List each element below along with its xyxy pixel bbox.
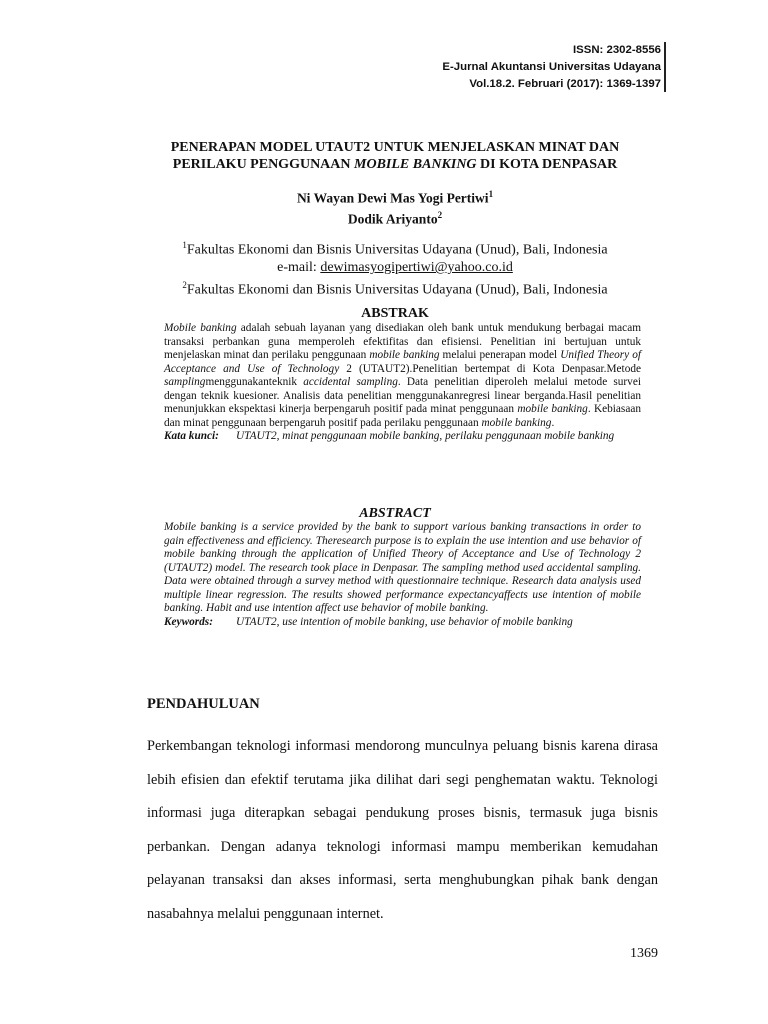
abstrak-run: . [551,416,555,429]
email-line: e-mail: dewimasyogipertiwi@yahoo.co.id [277,260,513,276]
author-list [130,186,660,227]
affiliations [130,237,660,299]
abstrak-run: Mobile banking [164,322,237,334]
abstract-text: Mobile banking is a service provided by the bank to support various banking transactions in order to gain effectiveness and efficiency. Theresearch purpose is to explain the use intention and use behavior of mobile banking through the application of Unified Theory of Acceptance and Use of Technology 2 (UTAUT2) model. The research took place in Denpasar. The sampling method used accidental sampling. Data were obtained through a survey method with questionnaire technique. Research data analysis used multiple linear regression. The results showed performance expectancyaffects use intention of mobile banking. Habit and use intention affect use behavior of mobile banking. [164,521,641,614]
title-line-2-italic: MOBILE BANKING [354,157,477,172]
abstrak-run: Unified Theory of Acceptance and Use of Technology [164,349,642,375]
header-divider [664,42,666,92]
intro-body [147,730,658,931]
title-line-2a: PERILAKU PENGGUNAAN [172,157,355,172]
affiliation-2: $^2$Fakultas Ekonomi dan Bisnis Universitas Udayana (Unud), Bali, Indonesia [182,279,608,298]
issn: ISSN: 2302-8556 [572,44,661,56]
keywords-text: UTAUT2, use intention of mobile banking, use behavior of mobile banking [236,615,573,628]
abstrak-run: menggunakanteknik [205,376,304,388]
journal-header [442,42,661,93]
abstrak-run: accidental sampling [303,376,398,388]
abstrak-run: adalah sebuah layanan yang disediakan oleh bank untuk mendukung berbagai macam transaksi perbankan guna memperoleh efektifitas dan efisiensi. Penelitian ini bertujuan untuk menjelaskan minat dan perilaku penggunaan [164,322,642,361]
affiliation-1: $^1$Fakultas Ekonomi dan Bisnis Universitas Udayana (Unud), Bali, Indonesia [182,240,608,258]
abstrak-run: . Data penelitian diperoleh melalui metode survei dengan teknik kuesioner. Analisis data penelitian menggunakanregresi linear berganda.Hasil penelitian menunjukkan ekspektasi kinerja berpengaruh positif pada minat penggunaan [164,376,641,415]
title-line-2b: DI KOTA DENPASAR [476,157,618,172]
journal-name: E-Jurnal Akuntansi Universitas Udayana [442,61,661,73]
abstrak-run: 2 (UTAUT2).Penelitian bertempat di Kota Denpasar.Metode [339,362,641,375]
abstrak-run: melalui penerapan model [439,349,561,361]
keywords-row [164,616,641,630]
author-2: Dodik Ariyanto$^2$ [347,209,443,226]
kata-kunci-row [164,430,641,444]
abstract-section [164,521,641,629]
kata-kunci-text: UTAUT2, minat penggunaan mobile banking, perilaku penggunaan mobile banking [236,430,615,442]
page-number: 1369 [630,946,658,961]
abstract-heading: ABSTRACT [359,506,431,521]
paper-title [130,139,660,173]
volume-info: Vol.18.2. Februari (2017): 1369-1397 [469,78,661,90]
abstrak-run: mobile banking [369,349,440,361]
kata-kunci-label: Kata kunci: [164,430,219,442]
abstrak-heading: ABSTRAK [361,306,429,321]
keywords-label: Keywords: [164,615,213,628]
email-link[interactable]: dewimasyogipertiwi@yahoo.co.id [320,260,513,276]
abstrak-run: . Kebiasaan dan minat penggunaan berpengaruh positif pada perilaku penggunaan [164,403,641,429]
intro-paragraph: Perkembangan teknologi informasi mendorong munculnya peluang bisnis karena dirasa lebih efisien dan efektif terutama jika dilihat dari segi penghematan waktu. Teknologi informasi juga diterapkan sebagai pendukung proses bisnis, termasuk juga bisnis perbankan. Dengan adanya teknologi informasi mampu memberikan kemudahan pelayanan transaksi dan akses informasi, serta menghubungkan pihak bank dengan nasabahnya melalui penggunaan internet. [147,738,658,922]
title-line-1: PENERAPAN MODEL UTAUT2 UNTUK MENJELASKAN MINAT DAN [170,140,620,155]
section-heading: PENDAHULUAN [147,696,260,712]
abstrak-run: mobile banking [517,403,588,415]
abstrak-text [164,322,641,430]
abstrak-run: sampling [164,376,206,388]
abstrak-section [164,322,641,444]
abstrak-run: mobile banking [481,416,552,429]
author-1: Ni Wayan Dewi Mas Yogi Pertiwi$^1$ [296,189,494,206]
